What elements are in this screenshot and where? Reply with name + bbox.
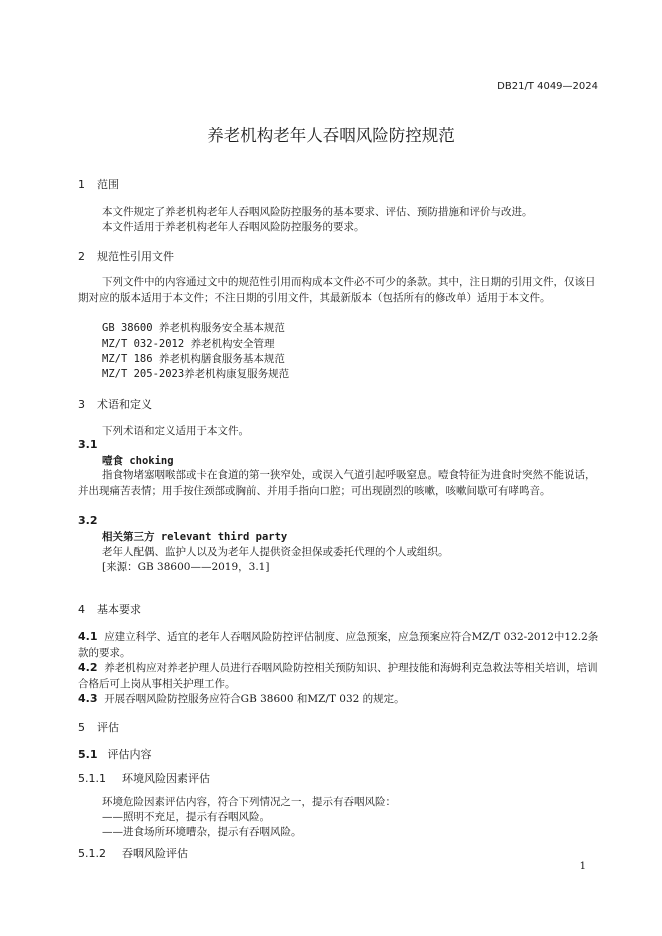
paragraph: 本文件适用于养老机构老年人吞咽风险防控服务的要求。	[102, 221, 365, 233]
paragraph: 下列术语和定义适用于本文件。	[102, 425, 249, 437]
paragraph: 下列文件中的内容通过文中的规范性引用而构成本文件必不可少的条款。其中，注日期的引用文件，仅该日期对应的版本适用于本文件；不注日期的引用文件，其最新版本（包括所有的修改单）适用于本文件。	[78, 276, 596, 304]
term-definition: 老年人配偶、监护人以及为老年人提供资金担保或委托代理的个人或组织。	[102, 546, 449, 558]
term-number: 3.1	[78, 438, 98, 451]
subsection-title: 吞咽风险评估	[122, 847, 188, 860]
term-definition: 指食物堵塞咽喉部或卡在食道的第一狭窄处，或误入气道引起呼吸窒息。噎食特征为进食时突然不能说话，并出现痛苦表情；用手按住颈部或胸前、并用手指向口腔；可出现剧烈的咳嗽，咳嗽间歇可有哮鸣音。	[78, 469, 596, 497]
document-title: 养老机构老年人吞咽风险防控规范	[207, 126, 455, 145]
reference-item: MZ/T 032-2012 养老机构安全管理	[102, 338, 275, 350]
paragraph: 本文件规定了养老机构老年人吞咽风险防控服务的基本要求、评估、预防措施和评价与改进。	[102, 206, 533, 218]
subsection-heading-5-1	[78, 746, 152, 762]
clause-4-1	[78, 629, 601, 661]
clause-number: 4.2	[78, 661, 98, 674]
section-title: 术语和定义	[97, 398, 152, 411]
reference-item: GB 38600 养老机构服务安全基本规范	[102, 322, 285, 334]
section-number: 5	[78, 721, 85, 734]
term-source: [来源：GB 38600——2019，3.1]	[102, 561, 270, 573]
reference-item: MZ/T 186 养老机构膳食服务基本规范	[102, 353, 285, 365]
subsection-heading-5-1-1	[78, 770, 210, 786]
clause-number: 4.1	[78, 630, 98, 643]
paragraph: 环境危险因素评估内容，符合下列情况之一，提示有吞咽风险：	[102, 796, 396, 808]
term-title: 噎食 choking	[102, 455, 174, 467]
section-number: 1	[78, 178, 85, 191]
page-number: 1	[579, 861, 586, 872]
clause-number: 4.3	[78, 692, 98, 705]
clause-4-2	[78, 660, 601, 692]
section-number: 4	[78, 603, 85, 616]
subsection-title: 环境风险因素评估	[122, 772, 210, 785]
document-id: DB21/T 4049—2024	[497, 81, 598, 92]
list-item: ——进食场所环境嘈杂，提示有吞咽风险。	[102, 826, 302, 838]
term-title: 相关第三方 relevant third party	[102, 531, 288, 543]
section-heading-2	[78, 248, 174, 264]
clause-text: 开展吞咽风险防控服务应符合GB 38600 和MZ/T 032 的规定。	[104, 693, 405, 705]
section-title: 范围	[97, 178, 119, 191]
section-number: 2	[78, 250, 85, 263]
section-heading-5	[78, 719, 119, 735]
clause-text: 养老机构应对养老护理人员进行吞咽风险防控相关预防知识、护理技能和海姆利克急救法等相关培训，培训合格后可上岗从事相关护理工作。	[78, 662, 598, 690]
reference-item: MZ/T 205-2023养老机构康复服务规范	[102, 368, 290, 380]
list-item: ——照明不充足，提示有吞咽风险。	[102, 811, 270, 823]
section-title: 评估	[97, 721, 119, 734]
subsection-title: 评估内容	[107, 748, 152, 761]
section-number: 3	[78, 398, 85, 411]
subsection-heading-5-1-2	[78, 845, 188, 861]
clause-text: 应建立科学、适宜的老年人吞咽风险防控评估制度、应急预案，应急预案应符合MZ/T 032-2012中12.2条款的要求。	[78, 631, 599, 659]
subsection-number: 5.1	[78, 748, 98, 761]
section-heading-4	[78, 601, 141, 617]
section-title: 规范性引用文件	[97, 250, 174, 263]
clause-4-3	[78, 691, 405, 706]
term-number: 3.2	[78, 514, 98, 527]
subsection-number: 5.1.1	[78, 772, 106, 785]
section-title: 基本要求	[97, 603, 141, 616]
section-heading-3	[78, 396, 152, 412]
section-heading-1	[78, 176, 119, 192]
subsection-number: 5.1.2	[78, 847, 106, 860]
